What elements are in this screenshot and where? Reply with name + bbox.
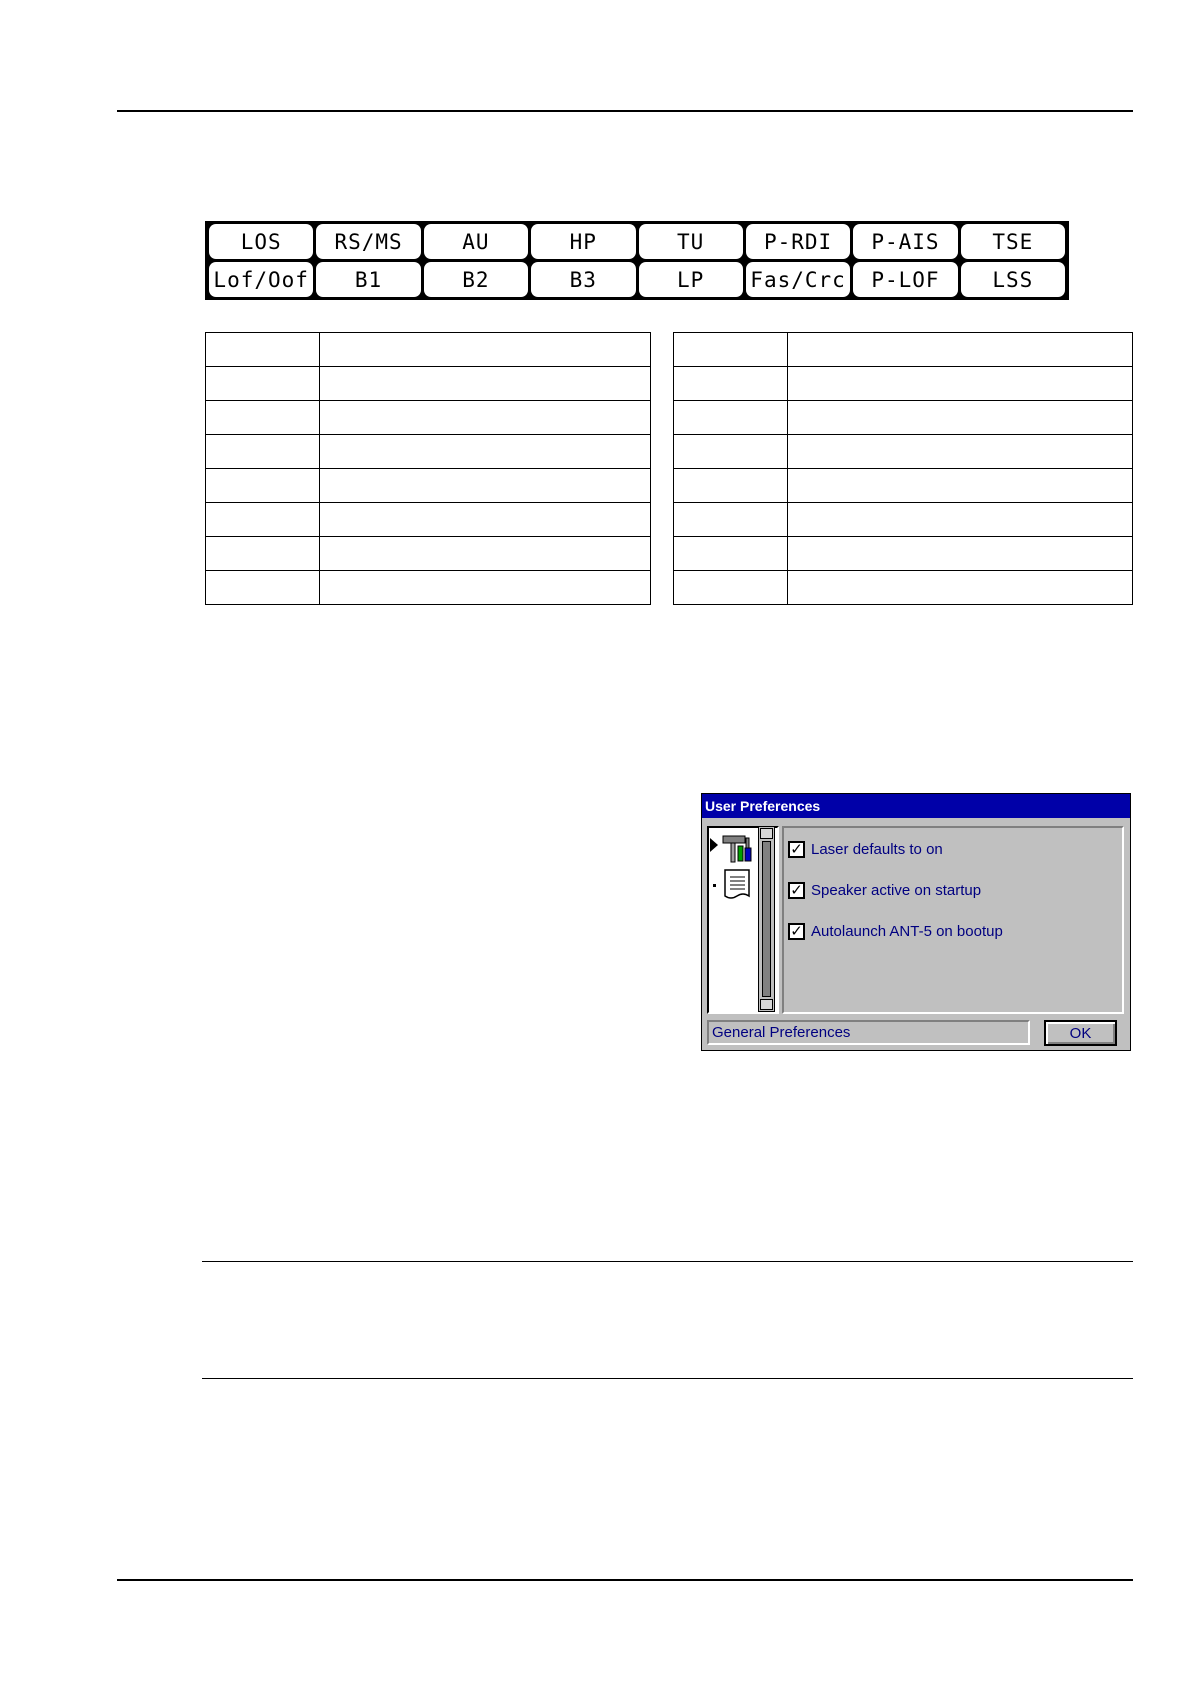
table-cell	[320, 503, 651, 537]
option-speaker-startup[interactable]	[788, 879, 981, 901]
table-cell	[320, 537, 651, 571]
table-row	[674, 537, 1133, 571]
table-row	[674, 435, 1133, 469]
bullet-dot-icon	[713, 884, 716, 887]
table-cell	[788, 435, 1133, 469]
led-b3: B3	[531, 262, 635, 297]
table-row	[206, 537, 651, 571]
table-cell	[206, 367, 320, 401]
category-status-field: General Preferences	[707, 1020, 1030, 1045]
table-row	[206, 333, 651, 367]
led-tu: TU	[639, 224, 743, 259]
led-lof-oof: Lof/Oof	[209, 262, 313, 297]
table-cell	[788, 333, 1133, 367]
led-los: LOS	[209, 224, 313, 259]
table-row	[206, 401, 651, 435]
header-rule	[117, 110, 1133, 112]
right-table	[673, 332, 1133, 605]
table-cell	[320, 571, 651, 605]
table-row	[674, 401, 1133, 435]
table-row	[674, 367, 1133, 401]
user-preferences-dialog	[701, 793, 1131, 1051]
table-cell	[788, 571, 1133, 605]
table-cell	[320, 401, 651, 435]
table-cell	[674, 537, 788, 571]
led-tse: TSE	[961, 224, 1065, 259]
table-row	[206, 571, 651, 605]
led-p-ais: P-AIS	[853, 224, 957, 259]
led-p-rdi: P-RDI	[746, 224, 850, 259]
autolaunch-checkbox[interactable]: ✓	[788, 923, 805, 940]
laser-default-checkbox[interactable]: ✓	[788, 841, 805, 858]
table-cell	[788, 503, 1133, 537]
table-row	[206, 367, 651, 401]
option-laser-default[interactable]	[788, 838, 943, 860]
table-cell	[788, 401, 1133, 435]
led-indicator-panel	[205, 221, 1069, 300]
table-cell	[674, 401, 788, 435]
scroll-track[interactable]	[762, 841, 771, 997]
table-row	[674, 571, 1133, 605]
dialog-title: User Preferences	[702, 794, 1130, 818]
options-pane	[782, 826, 1124, 1014]
led-rs-ms: RS/MS	[316, 224, 420, 259]
option-label: Autolaunch ANT-5 on bootup	[811, 922, 1003, 940]
table-row	[206, 435, 651, 469]
table-cell	[788, 537, 1133, 571]
table-cell	[206, 401, 320, 435]
table-cell	[320, 469, 651, 503]
left-table	[205, 332, 651, 605]
table-cell	[674, 333, 788, 367]
option-autolaunch[interactable]	[788, 920, 1003, 942]
table-cell	[206, 571, 320, 605]
notepad-icon[interactable]	[723, 868, 753, 900]
table-cell	[674, 503, 788, 537]
led-lp: LP	[639, 262, 743, 297]
table-row	[206, 469, 651, 503]
led-fas-crc: Fas/Crc	[746, 262, 850, 297]
table-cell	[320, 435, 651, 469]
table-cell	[206, 469, 320, 503]
table-row	[206, 503, 651, 537]
table-cell	[788, 469, 1133, 503]
table-cell	[674, 469, 788, 503]
table-cell	[206, 537, 320, 571]
table-row	[674, 503, 1133, 537]
table-cell	[206, 503, 320, 537]
ok-button[interactable]: OK	[1044, 1020, 1117, 1046]
led-b1: B1	[316, 262, 420, 297]
footer-rule	[117, 1579, 1133, 1581]
note-rule-bottom	[202, 1378, 1133, 1379]
option-label: Laser defaults to on	[811, 840, 943, 858]
table-cell	[320, 367, 651, 401]
table-row	[674, 333, 1133, 367]
option-label: Speaker active on startup	[811, 881, 982, 899]
tree-scrollbar[interactable]	[758, 826, 775, 1012]
led-hp: HP	[531, 224, 635, 259]
led-lss: LSS	[961, 262, 1065, 297]
led-b2: B2	[424, 262, 528, 297]
table-cell	[674, 367, 788, 401]
selection-arrow-icon	[710, 838, 718, 852]
table-cell	[788, 367, 1133, 401]
table-cell	[206, 333, 320, 367]
speaker-startup-checkbox[interactable]: ✓	[788, 882, 805, 899]
table-cell	[206, 435, 320, 469]
scroll-down-arrow-icon[interactable]	[760, 999, 773, 1010]
note-rule-top	[202, 1261, 1133, 1262]
table-row	[674, 469, 1133, 503]
tools-icon[interactable]	[721, 832, 755, 864]
table-cell	[674, 435, 788, 469]
table-cell	[320, 333, 651, 367]
table-cell	[674, 571, 788, 605]
led-p-lof: P-LOF	[853, 262, 957, 297]
scroll-up-arrow-icon[interactable]	[760, 828, 773, 839]
led-au: AU	[424, 224, 528, 259]
